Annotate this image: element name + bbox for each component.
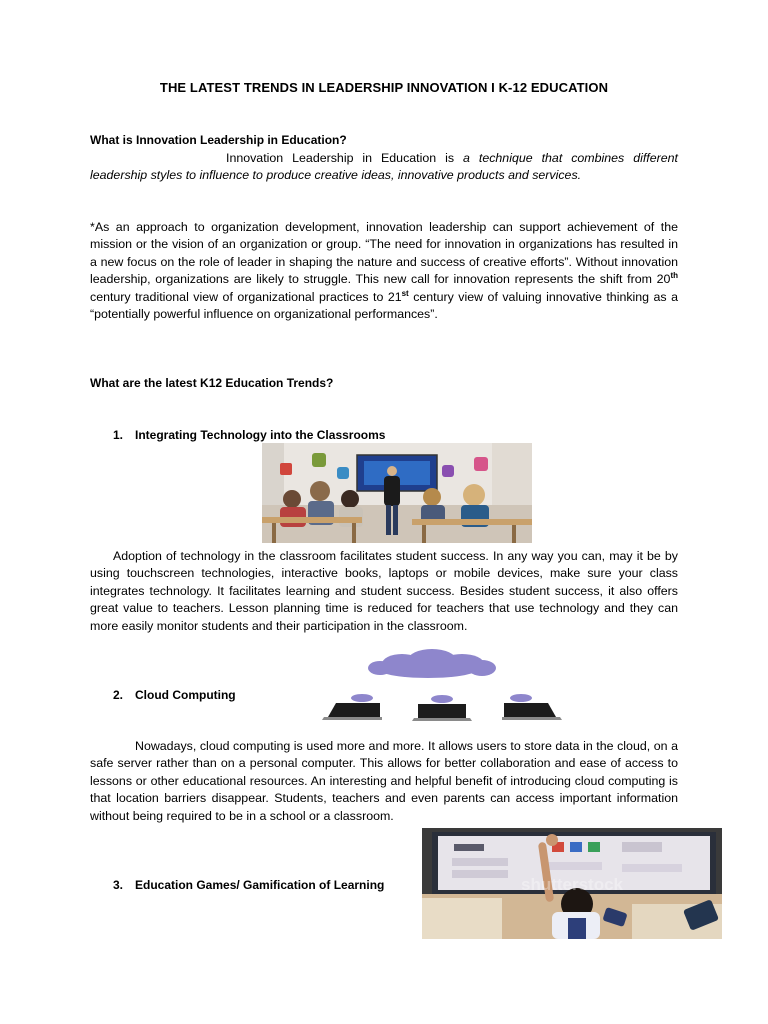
definition-lead: Innovation Leadership in Education is (226, 151, 464, 165)
document-title: THE LATEST TRENDS IN LEADERSHIP INNOVATION I K-12 EDUCATION (159, 80, 609, 95)
section-heading-k12-trends: What are the latest K12 Education Trends? (90, 376, 334, 390)
trend-heading-label: Cloud Computing (135, 688, 236, 702)
trend-heading-games (113, 878, 384, 892)
trend-number: 2. (113, 688, 124, 702)
superscript-th: th (670, 271, 678, 281)
approach-text-3: century view of valuing innovative thinking as a “potentially powerful influence on organizational performances”. (90, 289, 678, 322)
trend-heading-technology (113, 428, 385, 442)
approach-text-2: century traditional view of organizational practices to 21 (90, 289, 402, 304)
definition-paragraph (90, 150, 678, 185)
approach-paragraph (90, 219, 678, 323)
trend-heading-cloud (113, 688, 236, 702)
trend-body-cloud: Nowadays, cloud computing is used more and more. It allows users to store data in the cloud, on a safe server rather than on a personal computer. This allows for better collaboration and ease of access to lessons or other educational resources. An interesting and helpful benefit of introducing cloud computing is that location barriers disappear. Students, teachers and even parents can access important information without being required to be in a school or a classroom. (90, 739, 678, 823)
section-heading-innovation-leadership: What is Innovation Leadership in Education? (90, 133, 347, 147)
classroom-technology-photo (262, 443, 532, 543)
trend-heading-label: Integrating Technology into the Classrooms (135, 428, 386, 442)
trend-heading-label: Education Games/ Gamification of Learning (135, 878, 385, 892)
superscript-st: st (401, 288, 409, 298)
cloud-computing-illustration (262, 644, 648, 724)
watermark-text: shutterstock (520, 875, 624, 894)
trend-number: 3. (113, 878, 124, 892)
trend-body-technology: Adoption of technology in the classroom facilitates student success. In any way you can, may it be by using touchscreen technologies, interactive books, laptops or mobile devices, make sure your class integrates technology. It facilitates learning and student success. Besides student success, it also offers great value to teachers. Lesson planning time is reduced for teachers that use technology and they can more easily monitor students and their participation in the classroom. (90, 549, 678, 633)
gamification-photo (422, 828, 722, 939)
definition-italic: a technique that combines different leadership styles to influence to produce creative ideas, innovative products and services. (90, 151, 678, 183)
approach-text-1: *As an approach to organization development, innovation leadership can support achievement of the mission or the vision of an organization or group. “The need for innovation in organizations has resulted in a new focus on the role of leader in shaping the nature and success of creative efforts”. Without innovation leadership, organizations are likely to struggle. This new call for innovation represents the shift from 20 (90, 220, 678, 287)
trend-number: 1. (113, 428, 124, 442)
